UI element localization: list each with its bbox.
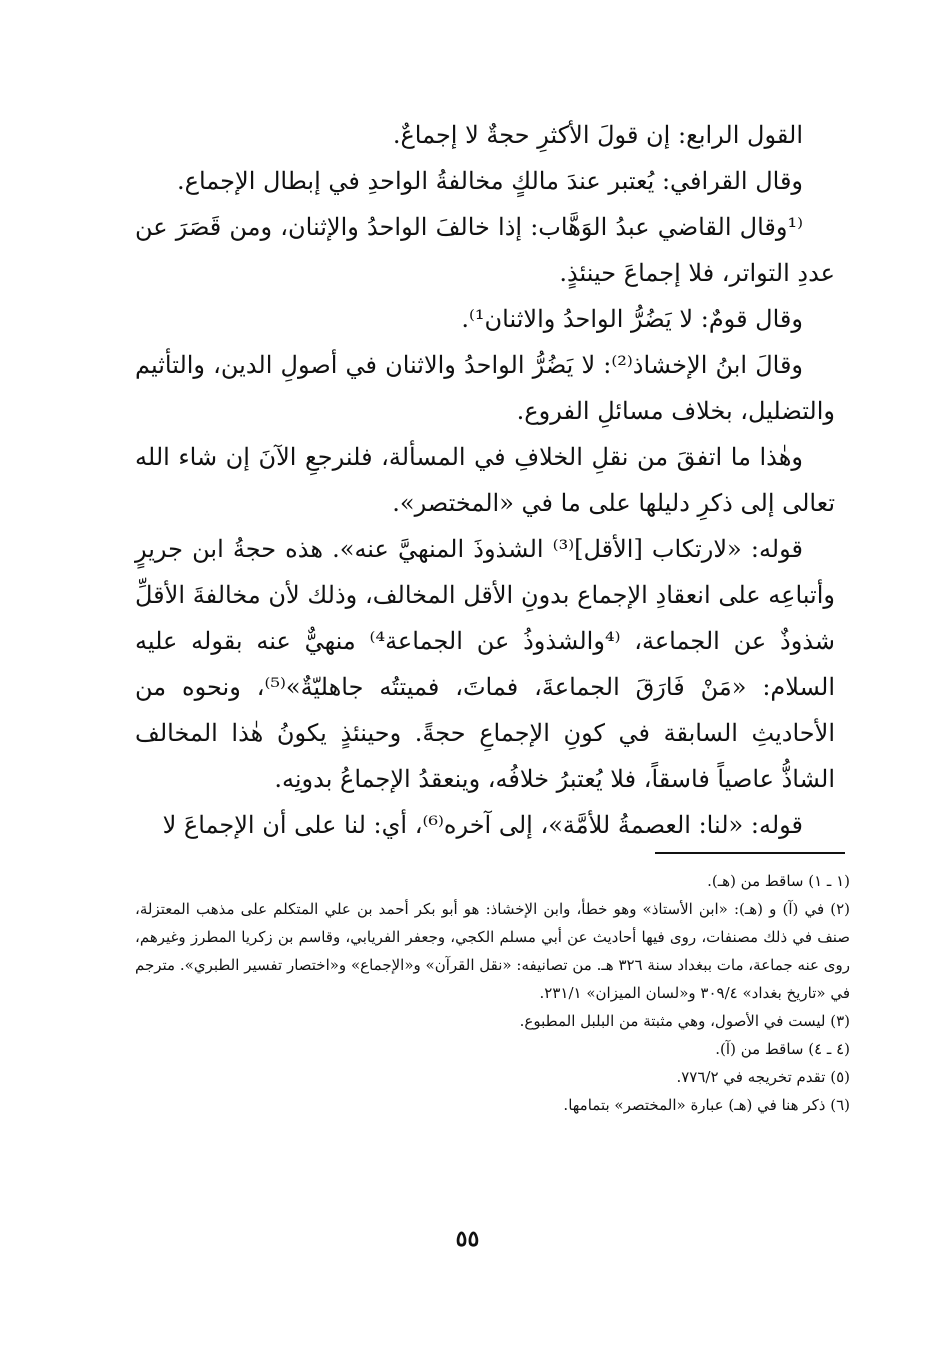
paragraph-transition: وهٰذا ما اتفقَ من نقلِ الخلافِ في المسألة، فلنرجعِ الآنَ إن شاء الله تعالى إلى ذكرِ دليلها على ما في «المختصر». — [135, 443, 835, 517]
paragraph-ismah: قوله: «لنا: العصمةُ للأمَّة»، إلى آخره⁽⁶⁾، أي: لنا على أن الإجماعَ لا — [162, 811, 803, 839]
paragraph-fourth-opinion: القول الرابع: إن قولَ الأكثرِ حجةٌ لا إجماعٌ. — [392, 121, 803, 149]
page-number: ٥٥ — [455, 1226, 480, 1252]
footnote-2: (٢) في (آ) و (هـ): «ابن الأستاذ» وهو خطأ، وابن الإخشاذ: هو أبو بكر أحمد بن علي المتكلم على مذهب المعتزلة، صنف في ذلك مصنفات، روى فيها أحاديث عن أبي مسلم الكجي، وجعفر الفريابي، وقاسم بن زكريا المطرز وغيرهم، روى عنه جماعة، مات ببغداد سنة ٣٢٦ هـ. من تصانيفه: «نقل القرآن» و«الإجماع» و«اختصار تفسير الطبري». مترجم في «تاريخ بغداد» ٣٠٩/٤ و«لسان الميزان» ٢٣١/١. — [135, 900, 850, 1002]
main-text-body — [135, 112, 835, 848]
paragraph-qarafi: وقال القرافي: يُعتبر عندَ مالكٍ مخالفةُ الواحدِ في إبطال الإجماع. — [177, 167, 803, 195]
paragraph-ibn-jarir: قوله: «لارتكاب [الأقل]⁽³⁾ الشذوذَ المنهيَّ عنه». هذه حجةُ ابن جريرٍ وأتباعِه على انعقادِ الإجماع بدونِ الأقل المخالف، وذلك لأن مخالفةَ الأقلِّ شذوذٌ عن الجماعة، ⁽⁴والشذوذُ عن الجماعة⁴⁾ منهيٌّ عنه بقوله عليه السلام: «مَنْ فَارَقَ الجماعةَ، فماتَ، فميتتُه جاهليّةٌ»⁽⁵⁾، ونحوه من الأحاديثِ السابقة في كونِ الإجماعِ حجةً. وحينئذٍ يكونُ هٰذا المخالف الشاذُّ عاصياً فاسقاً، فلا يُعتبرُ خلافُه، وينعقدُ الإجماعُ بدونِه. — [135, 535, 835, 793]
footnote-6: (٦) ذكر هنا في (هـ) عبارة «المختصر» بتمامها. — [563, 1096, 850, 1114]
footnote-3: (٣) ليست في الأصول، وهي مثبتة من البلبل المطبوع. — [519, 1012, 850, 1030]
paragraph-ibn-ikhshadh: وقالَ ابنُ الإخشاذ⁽²⁾: لا يَضُرُّ الواحدُ والاثنان في أصولِ الدين، والتأثيم والتضليل، بخلاف مسائلِ الفروع. — [135, 351, 835, 425]
footnotes-section — [135, 867, 850, 1119]
footnote-divider — [655, 852, 845, 854]
paragraph-abdulwahhab: ⁽¹وقال القاضي عبدُ الوَهَّاب: إذا خالفَ الواحدُ والإثنان، ومن قَصَرَ عن عددِ التواتر، فلا إجماعَ حينئذٍ. — [135, 213, 835, 287]
paragraph-qawm: وقال قومٌ: لا يَضُرُّ الواحدُ والاثنان¹⁾. — [461, 305, 803, 333]
footnote-4: (٤ ـ ٤) ساقط من (آ). — [715, 1040, 850, 1058]
footnote-1: (١ ـ ١) ساقط من (هـ). — [707, 872, 850, 890]
footnote-5: (٥) تقدم تخريجه في ٧٧٦/٢. — [676, 1068, 850, 1086]
